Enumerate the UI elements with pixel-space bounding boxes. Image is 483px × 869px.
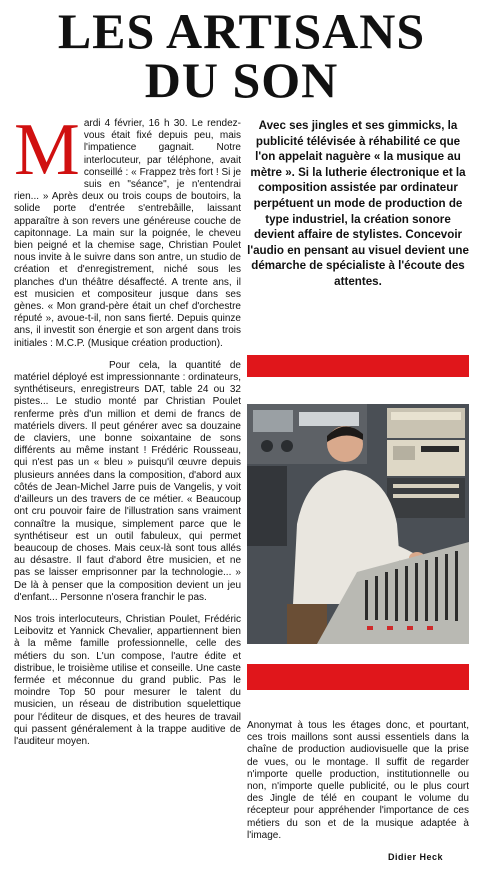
paragraph-4: Anonymat à tous les étages donc, et pourtant, ces trois maillons sont aussi essentiels dans la chaîne de production audiovisuelle que la prise de vues, ou le montage. Il suffit de regarder n'importe quelle production, institutionnelle ou non, n'importe quelle publicité, ou le plus court des Jingle de télé en coupant le volume du récepteur pour appréhender l'importance de ces métiers du son et de la musique adaptée à l'image. [247, 720, 469, 841]
article-right-column [247, 720, 469, 842]
opening-paragraph [14, 109, 241, 350]
lead-paragraph: Avec ses jingles et ses gimmicks, la publicité télévisée à réhabilité ce que l'on appelait naguère « la musique au mètre ». Si la lutherie électronique et la composition assistée par ordinateur perpétuent un mode de production de type industriel, la création sonore devient affaire de stylistes. Concevoir l'audio en pensant au visuel devient une démarche de spécialiste à l'écoute des attentes. [247, 119, 469, 288]
lead-column [247, 118, 469, 290]
article-left-column [14, 109, 241, 748]
drop-cap: M [14, 109, 80, 191]
red-divider-bar-top [247, 355, 469, 377]
author-credit: Didier Heck [388, 852, 444, 862]
headline-line-1: LES ARTISANS [57, 3, 426, 59]
studio-photo-illustration [247, 404, 469, 644]
headline-line-2: DU SON [144, 52, 339, 108]
paragraph-2: Pour cela, la quantité de matériel déployé est impressionnante : ordinateurs, synthétiseurs, enregistreurs DAT, table 24 ou 32 pistes... Le studio monté par Christian Poulet renferme près d'un million et demi de francs de matériels divers. Il peut générer avec sa douzaine de claviers, une bonne soixantaine de sons différents au même instant ! Frédéric Rousseau, qui n'est pas un « bleu » puisqu'il œuvre depuis plusieurs années dans la composition, d'abord aux côtés de Jean-Michel Jarre puis de Vangelis, y voit d'ailleurs un des travers de ce métier. « Beaucoup ont cru pouvoir faire de l'illustration sans vraiment connaître la musique, simplement parce que le synthétiseur est un outil fabuleux, qui permet beaucoup de choses. Mais ceux-là sont tous allés au désastre. Il faut d'abord être musicien, et ne pas se laisser emprisonner par la technologie... » De là à penser que la composition devient un jeu d'enfant... Personne n'osera franchir le pas. [14, 359, 241, 603]
studio-photo [247, 404, 469, 644]
red-divider-bar-bottom [247, 664, 469, 690]
paragraph-1: ardi 4 février, 16 h 30. Le rendez-vous était fixé depuis peu, mais l'impatience gagnait. Notre interlocuteur, par téléphone, avait conseillé : « Frappez très fort ! Si je suis en "séance", je n'entendrai rien... » Après deux ou trois coups de boutoirs, la solide porte d'entrée s'entrebâille, laissant apparaître à son revers une généreuse couche de capitonnage. La main sur la poignée, le cheveu bien peigné et la chemise sage, Christian Poulet nous invite à le suivre dans son antre, un studio de création et d'enregistrement, niché sous les planches d'un théâtre désaffecté. A trente ans, il est musicien et compositeur jusque dans ses gènes. « Mon grand-père était un chef d'orchestre réputé », avoue-t-il, non sans fierté. Depuis quinze ans, il investit son énergie et son argent dans trois initiales : M.C.P. (Musique création production). [14, 118, 241, 349]
paragraph-3: Nos trois interlocuteurs, Christian Poulet, Frédéric Leibovitz et Yannick Chevalier, appartiennent bien à la même famille professionnelle, celle des métiers du son. L'un compose, l'autre édite et distribue, le troisième utilise et conseille. Une caste fermée et méconnue du grand public. Pas le moindre Top 50 pour mesurer le talent du musicien, un réseau de distribution squelettique pour l'éditeur de disques, et des heures de travail qui passent généralement à la trappe auditive de l'auditeur moyen. [14, 613, 241, 747]
